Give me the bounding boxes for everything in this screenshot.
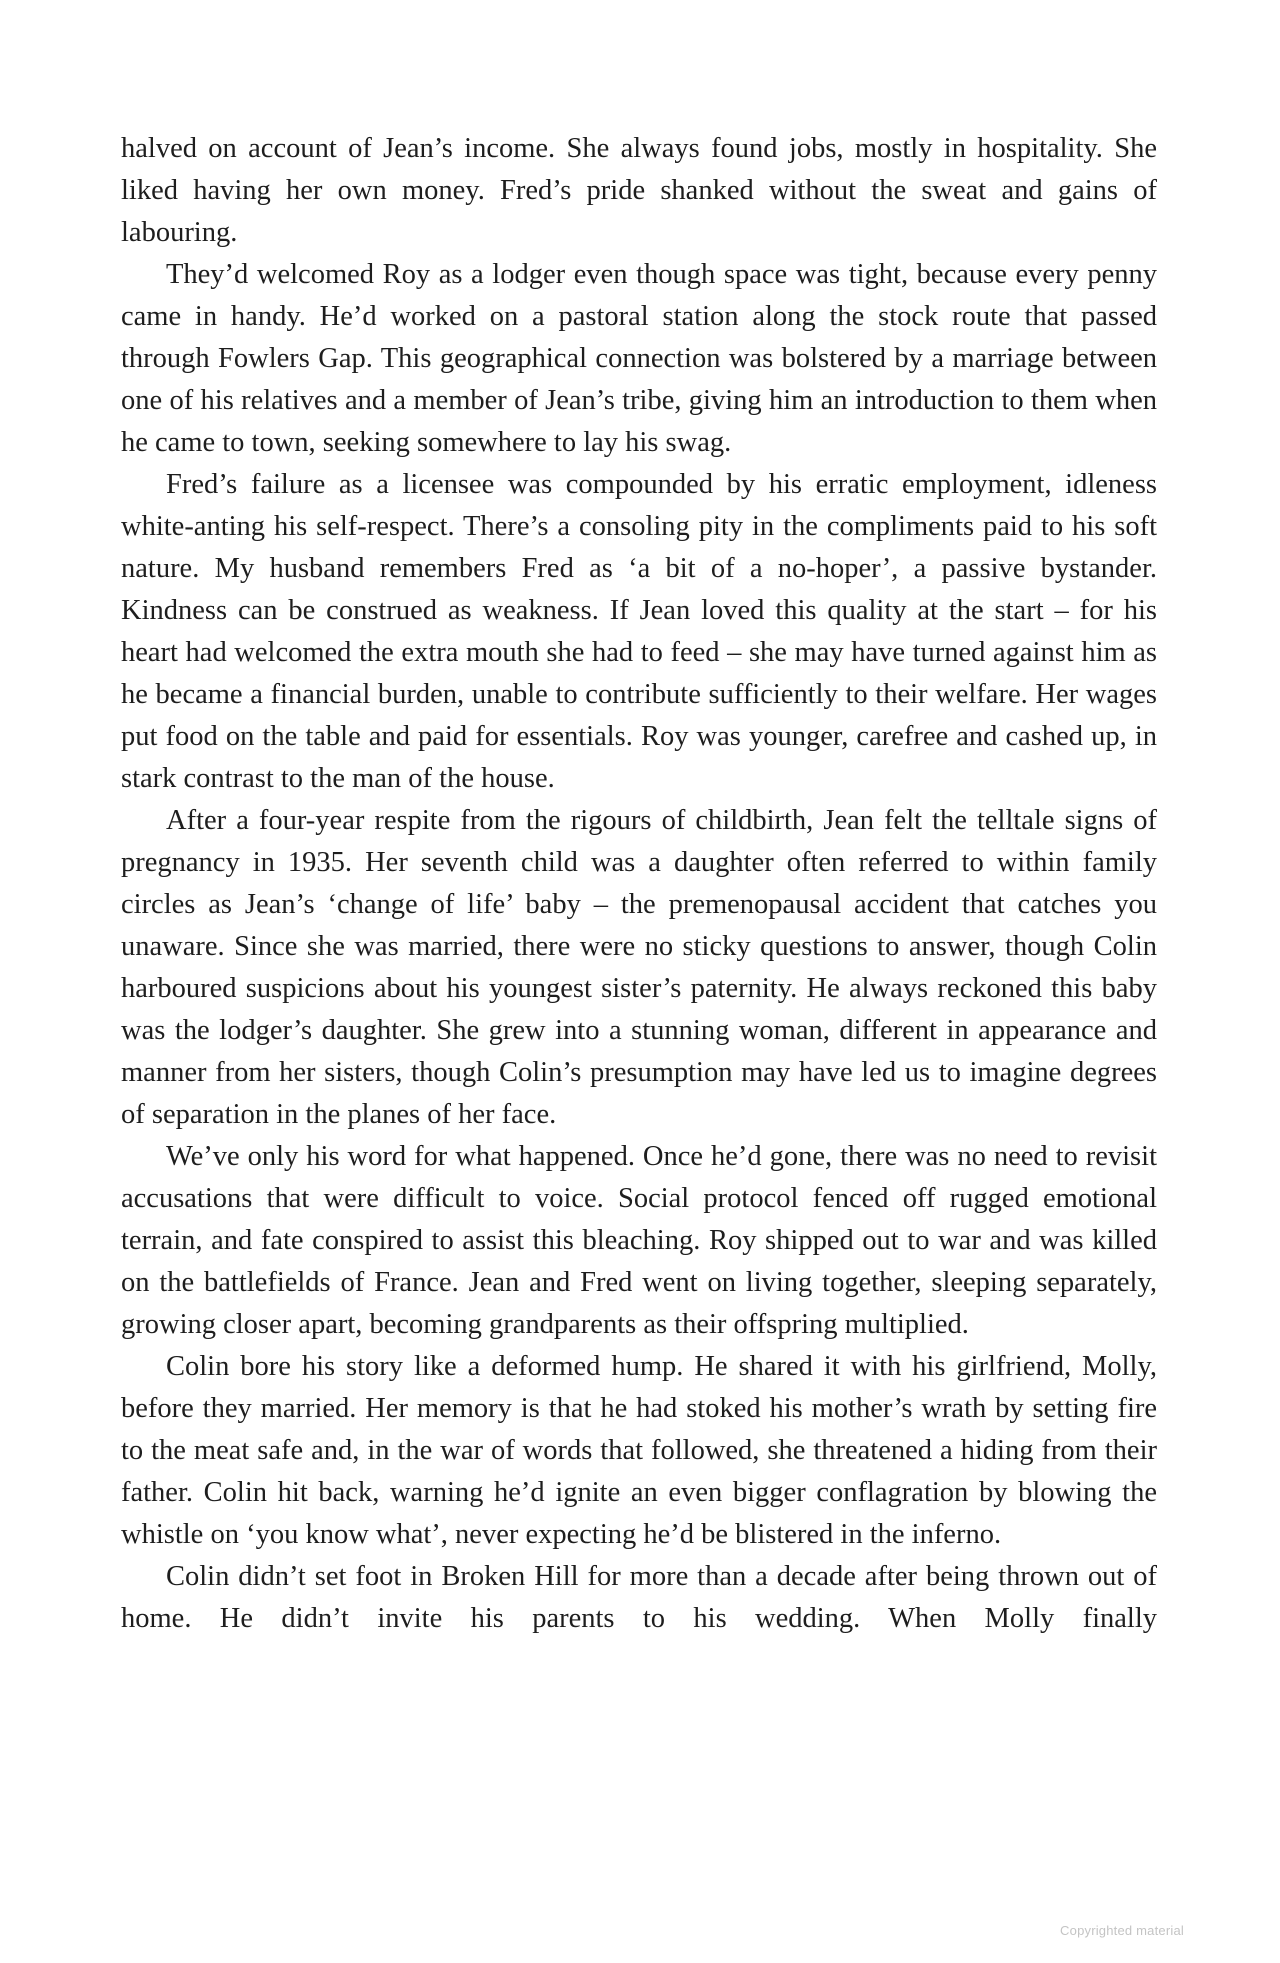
paragraph-2: They’d welcomed Roy as a lodger even though space was tight, because every penny came in handy. He’d worked on a pastoral station along the stock route that passed through Fowlers Gap. This geographical connection was bolstered by a marriage between one of his relatives and a member of Jean’s tribe, giving him an introduction to them when he came to town, seeking somewhere to lay his swag. xyxy=(121,259,1157,458)
paragraph-6: Colin bore his story like a deformed hump. He shared it with his girlfriend, Molly, before they married. Her memory is that he had stoked his mother’s wrath by setting fire to the meat safe and, in the war of words that followed, she threatened a hiding from their father. Colin hit back, warning he’d ignite an even bigger conflagration by blowing the whistle on ‘you know what’, never expecting he’d be blistered in the inferno. xyxy=(121,1351,1157,1550)
paragraph-4: After a four-year respite from the rigours of childbirth, Jean felt the telltale signs of pregnancy in 1935. Her seventh child was a daughter often referred to within family circles as Jean’s ‘change of life’ baby – the premenopausal accident that catches you unaware. Since she was married, there were no sticky questions to answer, though Colin harboured suspicions about his youngest sister’s paternity. He always reckoned this baby was the lodger’s daughter. She grew into a stunning woman, different in appearance and manner from her sisters, though Colin’s presumption may have led us to imagine degrees of separation in the planes of her face. xyxy=(121,805,1157,1130)
paragraph-1: halved on account of Jean’s income. She always found jobs, mostly in hospitality. She liked having her own money. Fred’s pride shanked without the sweat and gains of labouring. xyxy=(121,133,1157,248)
copyright-watermark: Copyrighted material xyxy=(1060,1923,1184,1938)
paragraph-7: Colin didn’t set foot in Broken Hill for more than a decade after being thrown out of home. He didn’t invite his parents to his wedding. When Molly finally xyxy=(121,1561,1157,1634)
paragraph-5: We’ve only his word for what happened. Once he’d gone, there was no need to revisit accusations that were difficult to voice. Social protocol fenced off rugged emotional terrain, and fate conspired to assist this bleaching. Roy shipped out to war and was killed on the battlefields of France. Jean and Fred went on living together, sleeping separately, growing closer apart, becoming grandparents as their offspring multiplied. xyxy=(121,1141,1157,1340)
book-page-body xyxy=(121,128,1157,1640)
paragraph-3: Fred’s failure as a licensee was compounded by his erratic employment, idleness white-anting his self-respect. There’s a consoling pity in the compliments paid to his soft nature. My husband remembers Fred as ‘a bit of a no-hoper’, a passive bystander. Kindness can be construed as weakness. If Jean loved this quality at the start – for his heart had welcomed the extra mouth she had to feed – she may have turned against him as he became a financial burden, unable to contribute sufficiently to their welfare. Her wages put food on the table and paid for essentials. Roy was younger, carefree and cashed up, in stark contrast to the man of the house. xyxy=(121,469,1157,794)
